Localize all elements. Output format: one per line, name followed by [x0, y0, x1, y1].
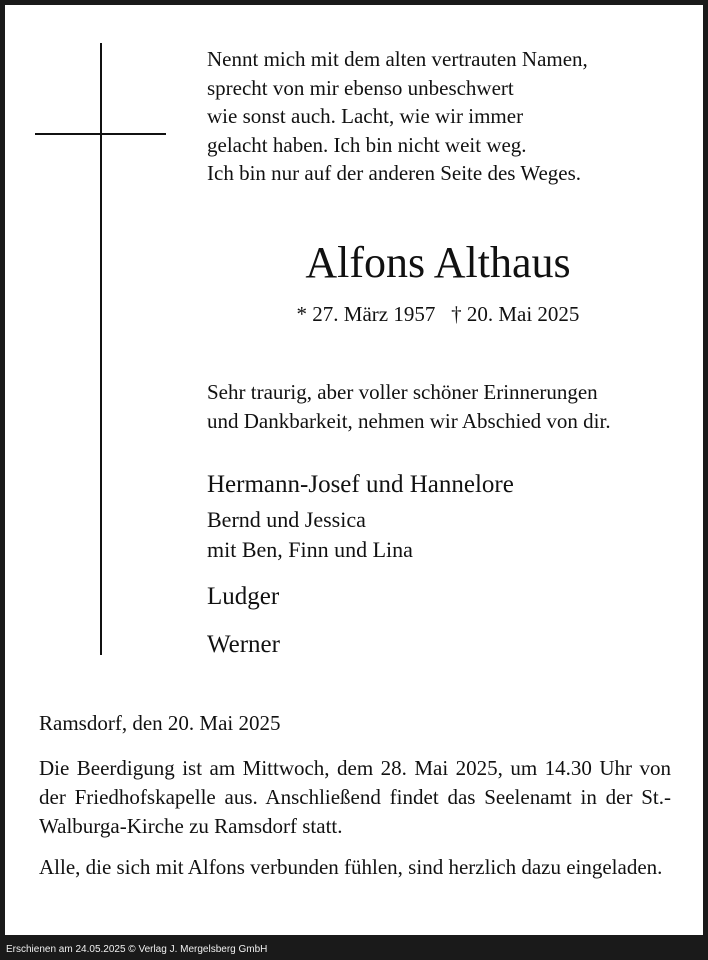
farewell-text — [207, 378, 611, 435]
poem-line: wie sonst auch. Lacht, wie wir immer — [207, 104, 524, 128]
invitation-text: Alle, die sich mit Alfons verbunden fühlen, sind herzlich dazu eingeladen. — [39, 855, 663, 879]
farewell-line: und Dankbarkeit, nehmen wir Abschied von dir. — [207, 408, 611, 433]
mourner-family — [207, 505, 413, 565]
deceased-name: Alfons Althaus — [305, 238, 571, 287]
poem-line: Nennt mich mit dem alten vertrauten Namen, — [207, 47, 588, 71]
mourner-ludger: Ludger — [207, 583, 280, 610]
poem-line: Ich bin nur auf der anderen Seite des Weges. — [207, 161, 582, 185]
life-dates: * 27. März 1957 † 20. Mai 2025 — [296, 302, 580, 326]
mourner-primary: Hermann-Josef und Hannelore — [207, 471, 514, 498]
obituary-notice — [5, 5, 703, 935]
cross-horizontal-bar — [35, 133, 166, 135]
burial-details: Die Beerdigung ist am Mittwoch, dem 28. Mai 2025, um 14.30 Uhr von der Friedhofskapelle aus. Anschließend findet das Seelenamt in der St.-Walburga-Kirche zu Ramsdorf statt. — [39, 756, 671, 838]
mourner-family-line: Bernd und Jessica — [207, 507, 366, 532]
publication-footer: Erschienen am 24.05.2025 © Verlag J. Mergelsberg GmbH — [6, 944, 268, 955]
poem — [207, 45, 588, 188]
poem-line: gelacht haben. Ich bin nicht weit weg. — [207, 132, 527, 157]
farewell-line: Sehr traurig, aber voller schöner Erinnerungen — [207, 380, 598, 404]
mourner-family-line: mit Ben, Finn und Lina — [207, 537, 413, 562]
place-and-date: Ramsdorf, den 20. Mai 2025 — [39, 711, 281, 735]
poem-line: sprecht von mir ebenso unbeschwert — [207, 75, 514, 100]
mourner-werner: Werner — [207, 631, 280, 658]
